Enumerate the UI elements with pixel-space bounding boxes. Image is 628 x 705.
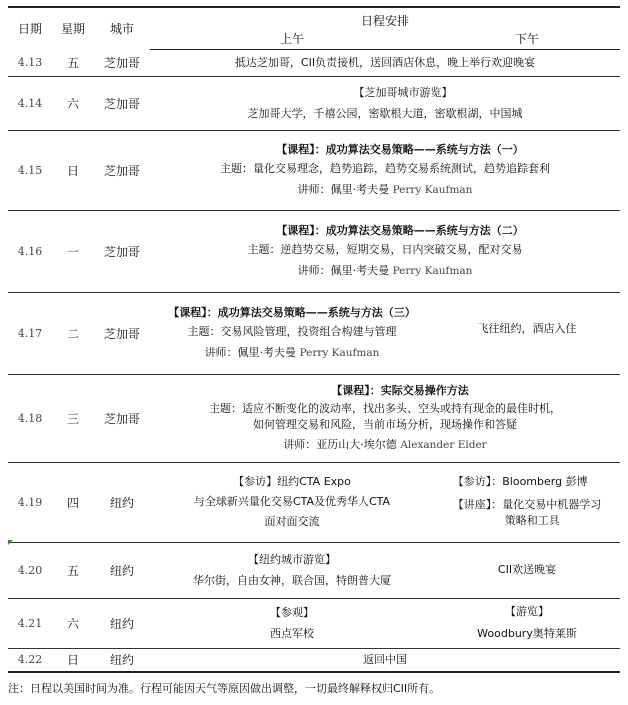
weekday-cell: 六 [52,76,94,130]
schedule-cell [150,130,620,210]
date-cell: 4.18 [8,374,52,462]
table-row [8,648,620,672]
am-line: 与全球新兴量化交易CTA及优秀华人CTA [193,495,391,509]
city-cell: 芝加哥 [94,76,150,130]
course-topic: 主题：适应不断变化的波动率，找出多头、空头或持有现金的最佳时机， [209,401,561,415]
header-pm: 下午 [434,29,620,49]
date-cell: 4.15 [8,130,52,210]
date-cell: 4.20 [8,542,52,598]
city-cell: 芝加哥 [94,210,150,292]
city-cell: 纽约 [94,598,150,648]
weekday-cell: 日 [52,130,94,210]
pm-cell [434,292,620,374]
weekday-cell: 一 [52,210,94,292]
city-cell: 纽约 [94,648,150,672]
date-cell: 4.22 [8,648,52,672]
schedule-cell [150,374,620,462]
table-row [8,374,620,462]
schedule-cell [150,76,620,130]
date-cell: 4.16 [8,210,52,292]
lecturer-english: Perry Kaufman [392,264,473,277]
am-line: 华尔街，自由女神，联合国，特朗普大厦 [193,573,391,587]
lecturer-name: 讲师：佩里·考夫曼 [204,345,297,359]
schedule-table-wrapper [8,6,620,673]
pm-line: 【讲座】：量化交易中机器学习 [452,497,602,511]
schedule-table [8,6,620,673]
lecturer-name: 讲师：亚历山大·埃尔德 [283,437,397,451]
am-line: 西点军校 [270,626,314,640]
city-cell: 芝加哥 [94,130,150,210]
pm-line: 策略和工具 [504,514,560,528]
course-topic-continued: 如何管理交易和风险，当前市场分析，现场操作和答疑 [253,417,517,431]
schedule-cell [150,648,620,672]
am-line: 面对面交流 [264,514,320,528]
lecturer-english: Perry Kaufman [392,183,473,196]
am-line: 【纽约城市游览】 [248,552,336,566]
lecturer-english: Alexander Elder [400,438,487,451]
pm-activity: CII欢送晚宴 [497,562,557,576]
am-line: 【参观】 [270,605,314,619]
table-row [8,76,620,130]
lecturer-name: 讲师：佩里·考夫曼 [297,263,390,277]
city-cell: 芝加哥 [94,292,150,374]
header-am: 上午 [150,29,434,49]
header-weekday: 星期 [52,7,94,49]
schedule-line: 抵达芝加哥，CII负责接机，送回酒店休息，晚上举行欢迎晚宴 [234,55,536,69]
course-title: 【课程】：成功算法交易策略——系统与方法（二） [276,223,524,237]
header-schedule: 日程安排 [150,7,620,29]
schedule-line: 【芝加哥城市游览】 [353,85,453,99]
table-row [8,130,620,210]
weekday-cell: 二 [52,292,94,374]
city-cell: 纽约 [94,542,150,598]
schedule-line: 芝加哥大学，千禧公园，密歇根大道，密歇根湖，中国城 [247,106,523,120]
table-row [8,542,620,598]
date-cell: 4.14 [8,76,52,130]
table-row [8,598,620,648]
date-cell: 4.21 [8,598,52,648]
table-row [8,49,620,76]
pm-line: 【游览】 [505,605,549,618]
am-line: 【参访】纽约CTA Expo [233,475,351,489]
lecturer-name: 讲师：佩里·考夫曼 [297,182,390,196]
date-cell: 4.19 [8,462,52,542]
footnote: 注：日程以美国时间为准。行程可能因天气等原因做出调整，一切最终解释权归CII所有。 [8,682,441,695]
am-cell [150,292,434,374]
table-row [8,210,620,292]
weekday-cell: 日 [52,648,94,672]
course-title: 【课程】：成功算法交易策略——系统与方法（三） [168,305,416,319]
weekday-cell: 三 [52,374,94,462]
pm-cell [434,542,620,598]
course-topic: 主题：量化交易理念，趋势追踪，趋势交易系统测试，趋势追踪套利 [220,161,550,175]
am-cell [150,542,434,598]
weekday-cell: 六 [52,598,94,648]
pm-cell [434,462,620,542]
date-cell: 4.17 [8,292,52,374]
am-cell [150,462,434,542]
table-row [8,292,620,374]
table-row [8,462,620,542]
pm-line: Woodbury奥特莱斯 [477,626,577,640]
schedule-cell [150,210,620,292]
pm-line: 【参访】：Bloomberg 彭博 [452,475,588,489]
weekday-cell: 五 [52,49,94,76]
weekday-cell: 五 [52,542,94,598]
course-title: 【课程】：成功算法交易策略——系统与方法（一） [276,142,524,156]
corner-mark-icon [8,540,13,545]
course-topic: 主题：逆趋势交易，短期交易，日内突破交易，配对交易 [247,242,523,256]
am-cell [150,598,434,648]
lecturer-english: Perry Kaufman [299,346,380,359]
header-city: 城市 [94,7,150,49]
header-date: 日期 [8,7,52,49]
city-cell: 纽约 [94,462,150,542]
pm-activity: 飞往纽约，酒店入住 [477,321,577,335]
schedule-cell [150,49,620,76]
city-cell: 芝加哥 [94,49,150,76]
course-topic: 主题：交易风险管理，投资组合构建与管理 [187,324,397,338]
city-cell: 芝加哥 [94,374,150,462]
weekday-cell: 四 [52,462,94,542]
pm-cell [434,598,620,648]
date-cell: 4.13 [8,49,52,76]
schedule-line: 返回中国 [363,652,407,666]
course-title: 【课程】：实际交易操作方法 [331,383,469,397]
